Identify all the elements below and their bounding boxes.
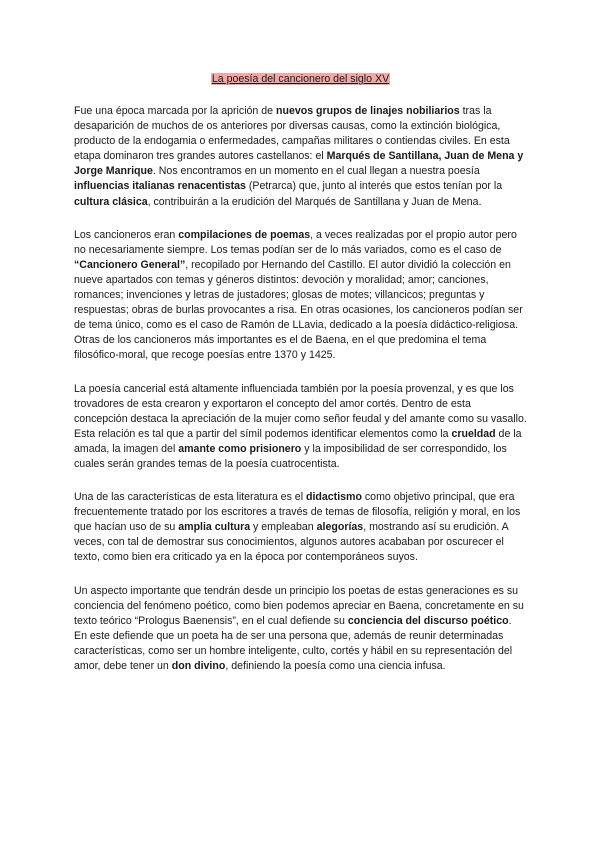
text-run: , definiendo la poesía como una ciencia infusa. [225,660,446,672]
text-run: Los cancioneros eran [74,228,179,241]
bold-term: cultura clásica [74,195,148,208]
text-run: tras la desaparición de muchos de os anteriores por diversas causas, como la extinción biológica, producto de la endogamia o enfermedades, campañas militares o contiendas civiles. En esta etapa dominaron tres grandes autores castellanos: el [74,105,510,163]
document-title [74,72,527,86]
bold-term: didactismo [306,491,362,504]
text-run: . En este defiende que un poeta ha de ser una persona que, además de reunir determinadas características, como ser un hombre inteligente, culto, cortés y hábil en su representación del amor, debe tener un [74,614,513,672]
text-run: , a veces realizadas por el propio autor pero no necesariamente siempre. Los temas podían ser de lo más variados, como es el caso de [74,228,517,256]
text-run: , recopilado por Hernando del Castillo. El autor dividió la colección en nueve apartados con temas y géneros distintos: devoción y moralidad; amor; canciones, romances; invenciones y letras de justadores; glosas de motes; villancicos; preguntas y respuestas; obras de burlas provocantes a risa. En otras ocasiones, los cancioneros podían ser de tema único, como es el caso de Ramón de LLavia, dedicado a la poesía didáctico-religiosa. Otras de los cancioneros más importantes es el de Baena, en el que predomina el tema filosófico-moral, que recoge poesías entre 1370 y 1425. [74,258,523,362]
bold-term: compilaciones de poemas [178,228,311,241]
body-paragraphs [74,104,527,674]
paragraph-4 [74,490,527,565]
paragraph-3 [74,382,527,473]
bold-term: don divino [171,660,226,672]
text-run: , contribuirán a la erudición del Marqués de Santillana y Juan de Mena. [147,195,482,208]
bold-term: nuevos grupos de linajes nobiliarios [276,105,460,117]
text-run: y la imposibilidad de ser correspondido, los cuales serán grandes temas de la poesía cuatrocentista. [74,442,507,470]
bold-term: Marqués de Santillana, Juan de Mena y Jorge Manrique [74,150,524,178]
text-run: . Nos encontramos en un momento en el cual llegan a nuestra poesía [152,165,480,178]
bold-term: amante como prisionero [178,442,302,455]
text-run: Una de las características de esta literatura es el [74,491,306,504]
bold-term: “Cancionero General” [74,258,186,271]
bold-term: alegorías [316,521,364,534]
text-run: Un aspecto importante que tendrán desde un principio los poetas de estas generaciones es su conciencia del fenómeno poético, como bien podemos apreciar en Baena, concretamente en su texto teórico “Prologus Baenensis”, en el cual defiende su [74,584,524,627]
text-run: y empleaban [250,521,317,534]
text-run: como objetivo principal, que era frecuentemente tratado por los escritores a través de temas de filosofía, religión y moral, en los que hacían uso de su [74,491,521,534]
paragraph-2 [74,228,527,364]
text-run: , mostrando así su erudición. A veces, con tal de demostrar sus conocimientos, algunos autores acababan por oscurecer el texto, como bien era criticado ya en la época por contemporáneos suyos. [74,521,509,564]
text-run: (Petrarca) que, junto al interés que estos tenían por la [245,180,503,193]
paragraph-1 [74,104,527,210]
bold-term: crueldad [451,427,496,440]
bold-term: amplia cultura [178,521,251,534]
text-run: La poesía cancerial está altamente influenciada también por la poesía provenzal, y es que los trovadores de esta crearon y exportaron el concepto del amor cortés. Dentro de esta concepción destaca la apreciación de la mujer como señor feudal y del amante como su vasallo. Esta relación es tal que a partir del símil podemos identificar elementos como la [74,382,527,440]
text-run: de la amada, la imagen del [74,427,522,455]
text-run: Fue una época marcada por la aprición de [74,105,276,117]
bold-term: influencias italianas renacentistas [74,180,246,193]
bold-term: conciencia del discurso poético [347,614,509,627]
highlighted-title-text: La poesía del cancionero del siglo XV [211,73,390,85]
paragraph-5 [74,584,527,675]
